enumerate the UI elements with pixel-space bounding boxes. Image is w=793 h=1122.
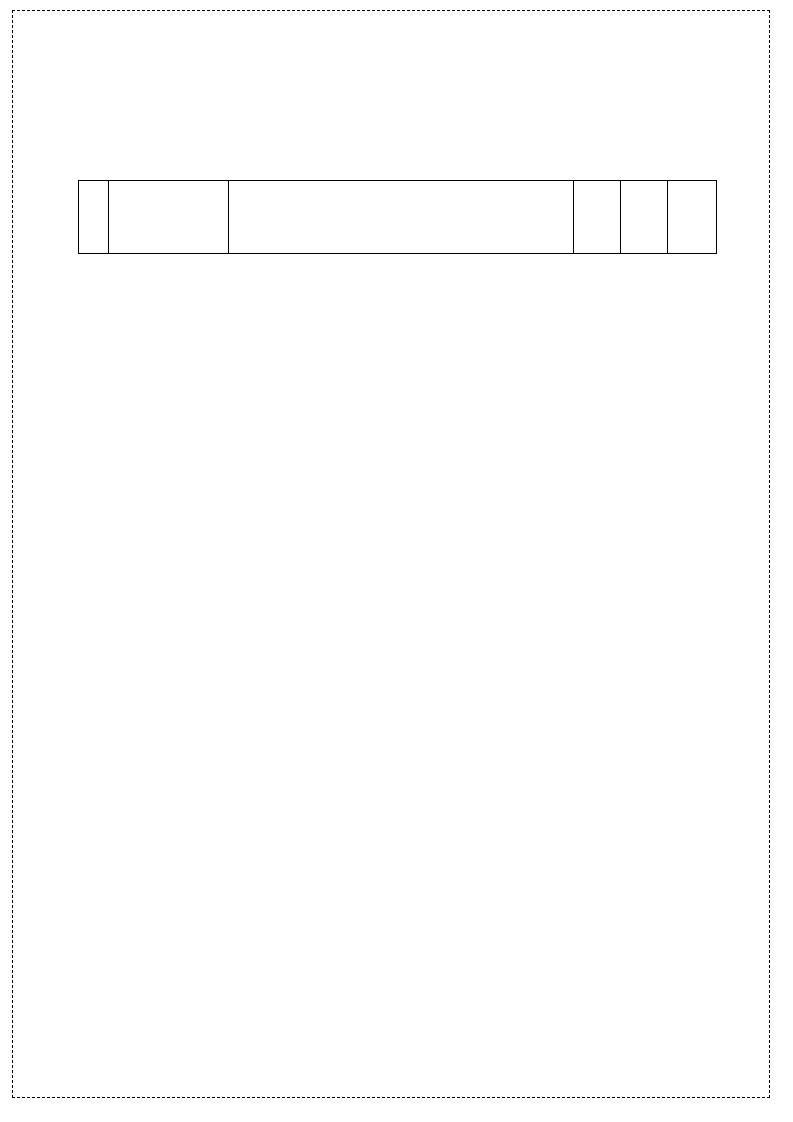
header-seq — [79, 181, 109, 254]
header-due-score — [574, 181, 621, 254]
page-title — [0, 0, 793, 117]
table-header-row — [79, 181, 717, 254]
header-actual-score — [668, 181, 717, 254]
header-item — [109, 181, 229, 254]
document-content — [0, 0, 793, 254]
page-subtitle — [0, 117, 793, 156]
assessment-table — [78, 180, 717, 254]
header-deduct-score — [621, 181, 668, 254]
assessment-table-wrapper — [0, 180, 793, 254]
header-standard — [229, 181, 574, 254]
